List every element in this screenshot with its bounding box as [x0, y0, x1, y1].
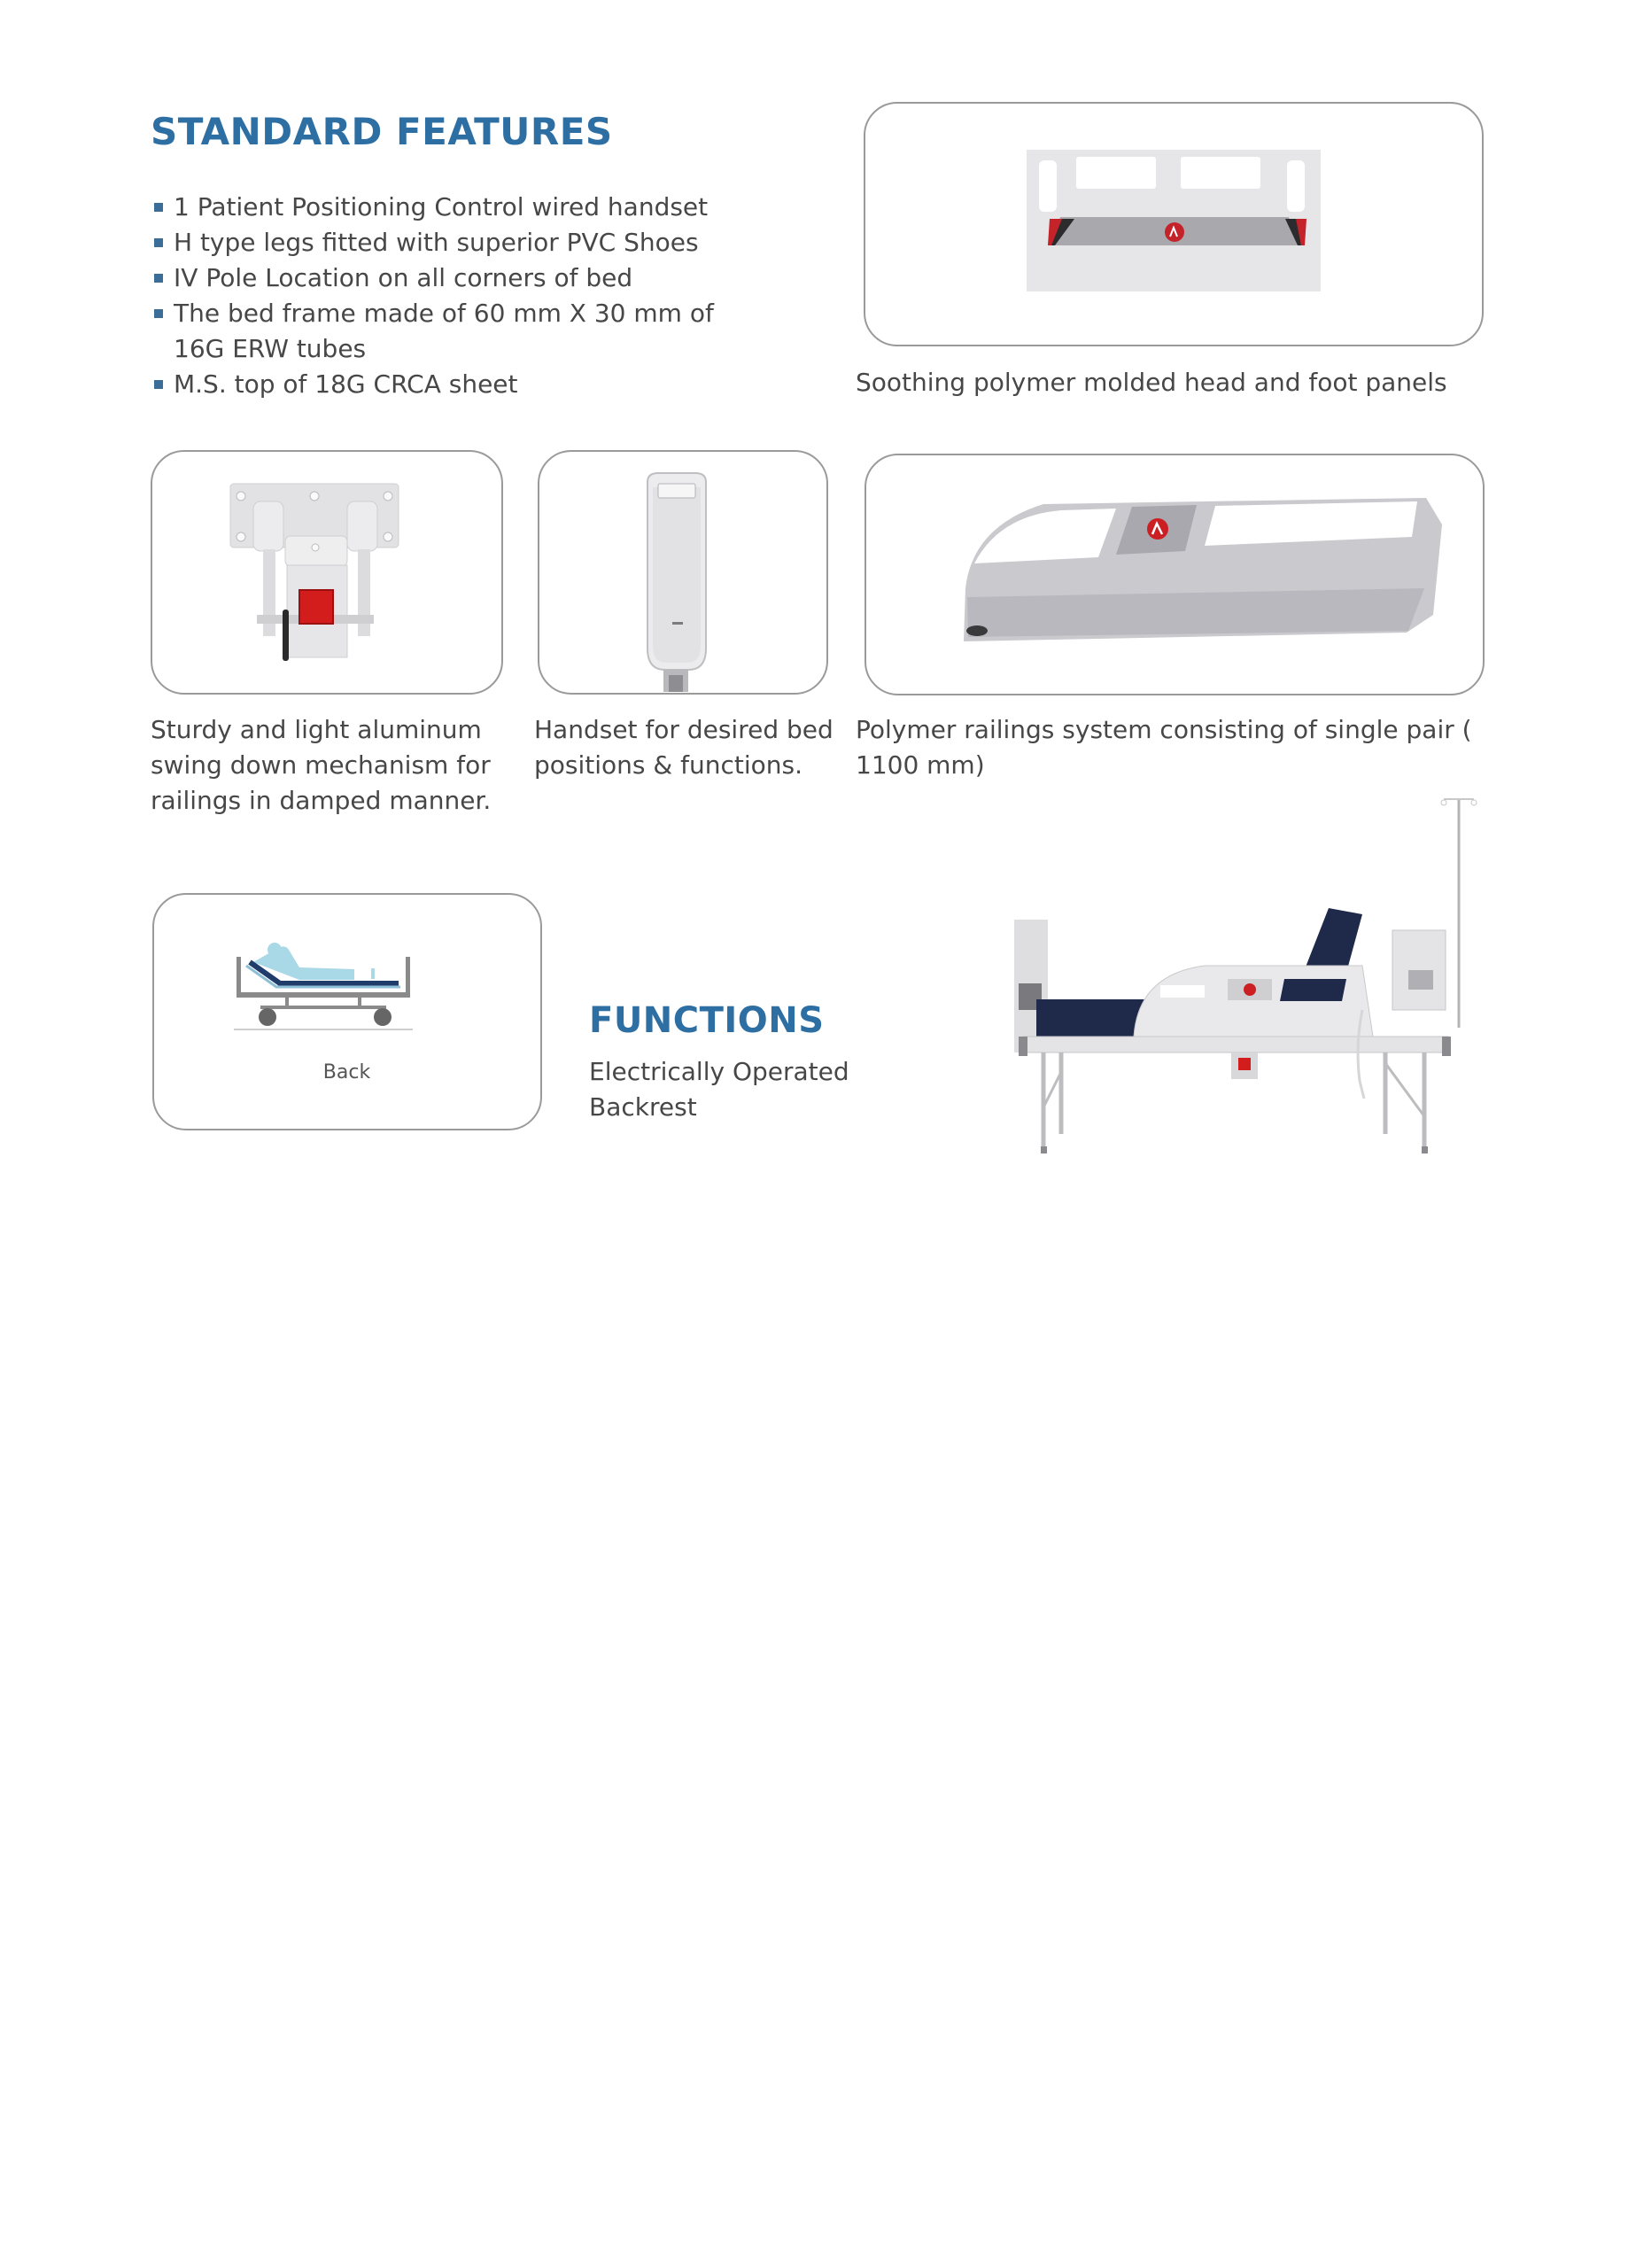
- bullet-square-icon: [154, 238, 163, 247]
- bullet-square-icon: [154, 380, 163, 389]
- handset-image: [539, 452, 826, 692]
- back-function-label: Back: [322, 1061, 371, 1084]
- head-foot-panel-image: [865, 104, 1481, 344]
- swing-down-mechanism-caption: Sturdy and light aluminum swing down mechanism for railings in damped manner.: [151, 715, 492, 815]
- functions-description: Electrically Operated Backrest: [589, 1057, 849, 1122]
- bullet-square-icon: [154, 309, 163, 318]
- handset-card: [538, 450, 828, 695]
- feature-item: 1 Patient Positioning Control wired handset: [151, 190, 753, 225]
- hospital-bed-image: [992, 780, 1497, 1161]
- polymer-railing-card: [865, 454, 1485, 695]
- bullet-square-icon: [154, 203, 163, 212]
- bed-backrest-icon: [154, 895, 539, 1045]
- head-foot-panel-card: [864, 102, 1484, 346]
- swing-down-mechanism-card: [151, 450, 503, 695]
- standard-features-list: [151, 190, 753, 402]
- feature-item: IV Pole Location on all corners of bed: [151, 260, 753, 296]
- functions-title: FUNCTIONS: [589, 1000, 825, 1041]
- polymer-railing-image: [866, 455, 1482, 693]
- bullet-square-icon: [154, 274, 163, 283]
- feature-item: The bed frame made of 60 mm X 30 mm of 16G ERW tubes: [151, 296, 723, 367]
- head-foot-panel-caption: Soothing polymer molded head and foot panels: [856, 368, 1447, 397]
- feature-item: H type legs fitted with superior PVC Shoes: [151, 225, 753, 260]
- polymer-railing-caption: Polymer railings system consisting of single pair ( 1100 mm): [856, 715, 1472, 780]
- standard-features-title: STANDARD FEATURES: [151, 110, 613, 153]
- feature-item: M.S. top of 18G CRCA sheet: [151, 367, 753, 402]
- handset-caption: Handset for desired bed positions & functions.: [534, 715, 834, 780]
- back-function-card: [152, 893, 542, 1130]
- swing-down-mechanism-image: [152, 452, 500, 692]
